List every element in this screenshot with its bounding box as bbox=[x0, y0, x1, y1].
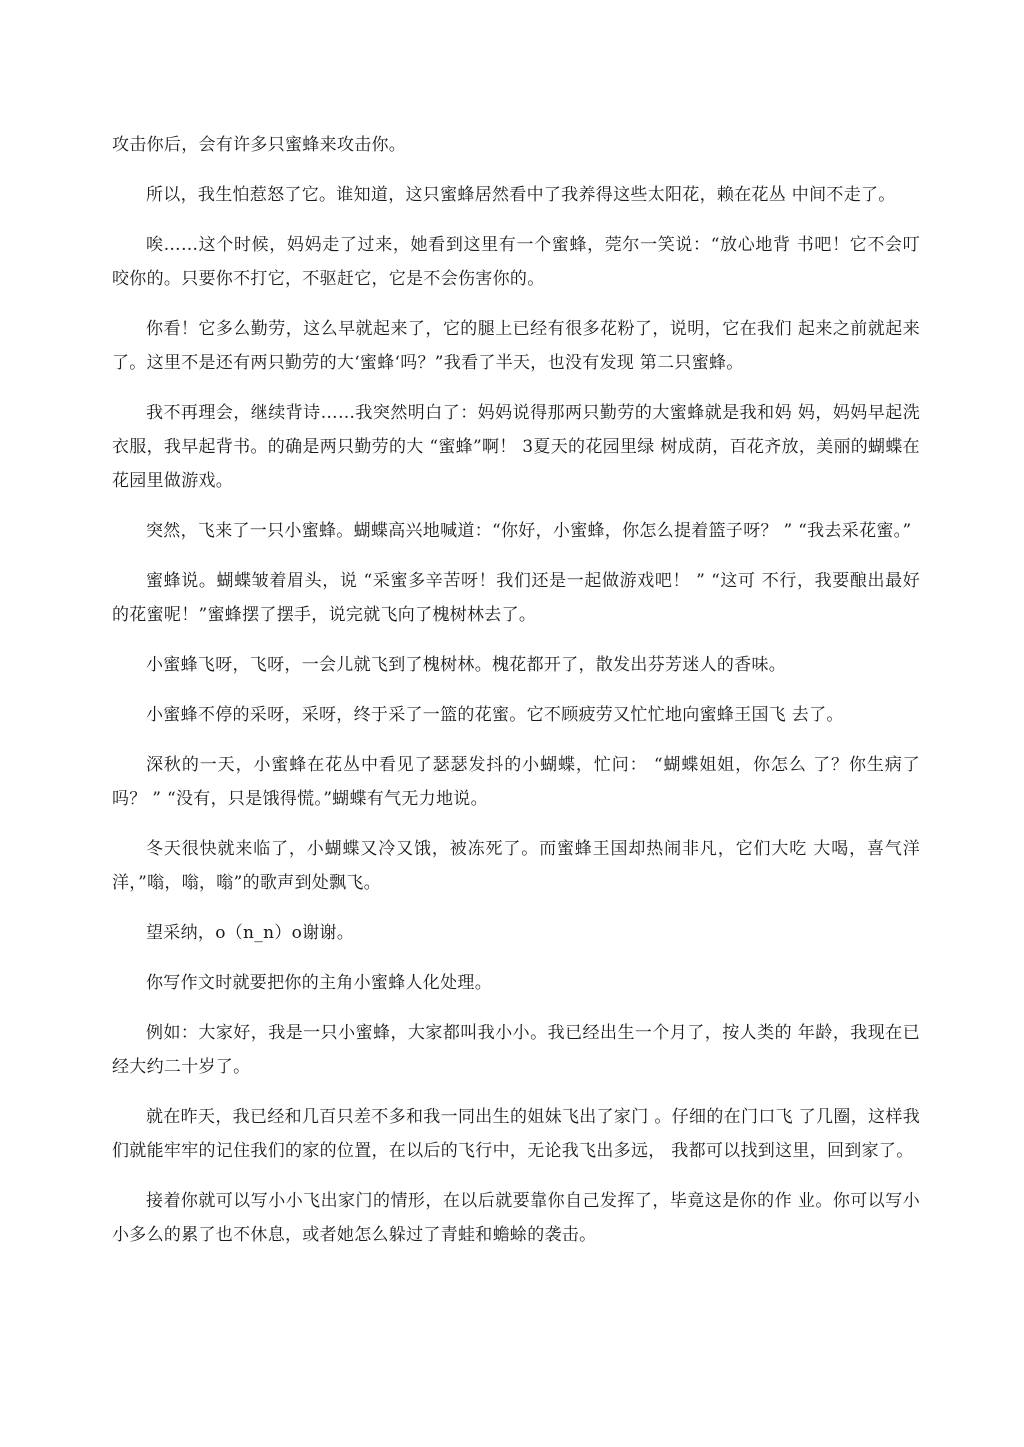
paragraph-3: 唉……这个时候，妈妈走了过来，她看到这里有一个蜜蜂，莞尔一笑说：“放心地背 书吧！它不会叮咬你的。只要你不打它，不驱赶它，它是不会伤害你的。 bbox=[112, 235, 920, 289]
paragraph-4: 你看！它多么勤劳，这么早就起来了，它的腿上已经有很多花粉了，说明，它在我们 起来之前就起来了。这里不是还有两只勤劳的大‘蜜蜂‘吗？”我看了半天，也没有发现 第二只蜜蜂。 bbox=[112, 319, 920, 373]
paragraph-8: 小蜜蜂飞呀，飞呀，一会儿就飞到了槐树林。槐花都开了，散发出芬芳迷人的香味。 bbox=[146, 655, 787, 675]
paragraph-12: 望采纳，o（n_n）o谢谢。 bbox=[146, 923, 355, 943]
paragraph-16: 接着你就可以写小小飞出家门的情形，在以后就要靠你自己发挥了，毕竟这是你的作 业。你可以写小小多么的累了也不休息，或者她怎么躲过了青蛙和蟾蜍的袭击。 bbox=[112, 1191, 920, 1245]
paragraph-10: 深秋的一天，小蜜蜂在花丛中看见了瑟瑟发抖的小蝴蝶，忙问： “蝴蝶姐姐，你怎么 了？你生病了吗？ ” “没有，只是饿得慌。”蝴蝶有气无力地说。 bbox=[112, 755, 920, 809]
paragraph-9: 小蜜蜂不停的采呀，采呀，终于采了一篮的花蜜。它不顾疲劳又忙忙地向蜜蜂王国飞 去了。 bbox=[146, 705, 844, 725]
paragraph-11: 冬天很快就来临了，小蝴蝶又冷又饿，被冻死了。而蜜蜂王国却热闹非凡，它们大吃 大喝，喜气洋洋，”嗡，嗡，嗡”的歌声到处飘飞。 bbox=[112, 839, 920, 893]
paragraph-1: 攻击你后，会有许多只蜜蜂来攻击你。 bbox=[112, 135, 407, 155]
paragraph-15: 就在昨天，我已经和几百只差不多和我一同出生的姐妹飞出了家门 。仔细的在门口飞 了几圈，这样我们就能牢牢的记住我们的家的位置，在以后的飞行中，无论我飞出多远， 我都可以找到这里，回到家了。 bbox=[112, 1107, 920, 1161]
paragraph-14: 例如：大家好，我是一只小蜜蜂，大家都叫我小小。我已经出生一个月了，按人类的 年龄，我现在已经大约二十岁了。 bbox=[112, 1023, 920, 1077]
paragraph-6: 突然，飞来了一只小蜜蜂。蝴蝶高兴地喊道：“你好，小蜜蜂，你怎么提着篮子呀？ ” “我去采花蜜。” bbox=[146, 521, 912, 541]
paragraph-13: 你写作文时就要把你的主角小蜜蜂人化处理。 bbox=[146, 973, 492, 993]
paragraph-5: 我不再理会，继续背诗……我突然明白了：妈妈说得那两只勤劳的大蜜蜂就是我和妈 妈，妈妈早起洗衣服，我早起背书。的确是两只勤劳的大 “蜜蜂”啊！ 3夏天的花园里绿 树成荫，百花齐放，美丽的蝴蝶在花园里做游戏。 bbox=[112, 403, 920, 491]
document-body bbox=[112, 128, 920, 1252]
paragraph-7: 蜜蜂说。蝴蝶皱着眉头，说 “采蜜多辛苦呀！我们还是一起做游戏吧！ ” “这可 不行，我要酿出最好的花蜜呢！”蜜蜂摆了摆手，说完就飞向了槐树林去了。 bbox=[112, 571, 920, 625]
paragraph-2: 所以，我生怕惹怒了它。谁知道，这只蜜蜂居然看中了我养得这些太阳花，赖在花丛 中间不走了。 bbox=[146, 185, 896, 205]
